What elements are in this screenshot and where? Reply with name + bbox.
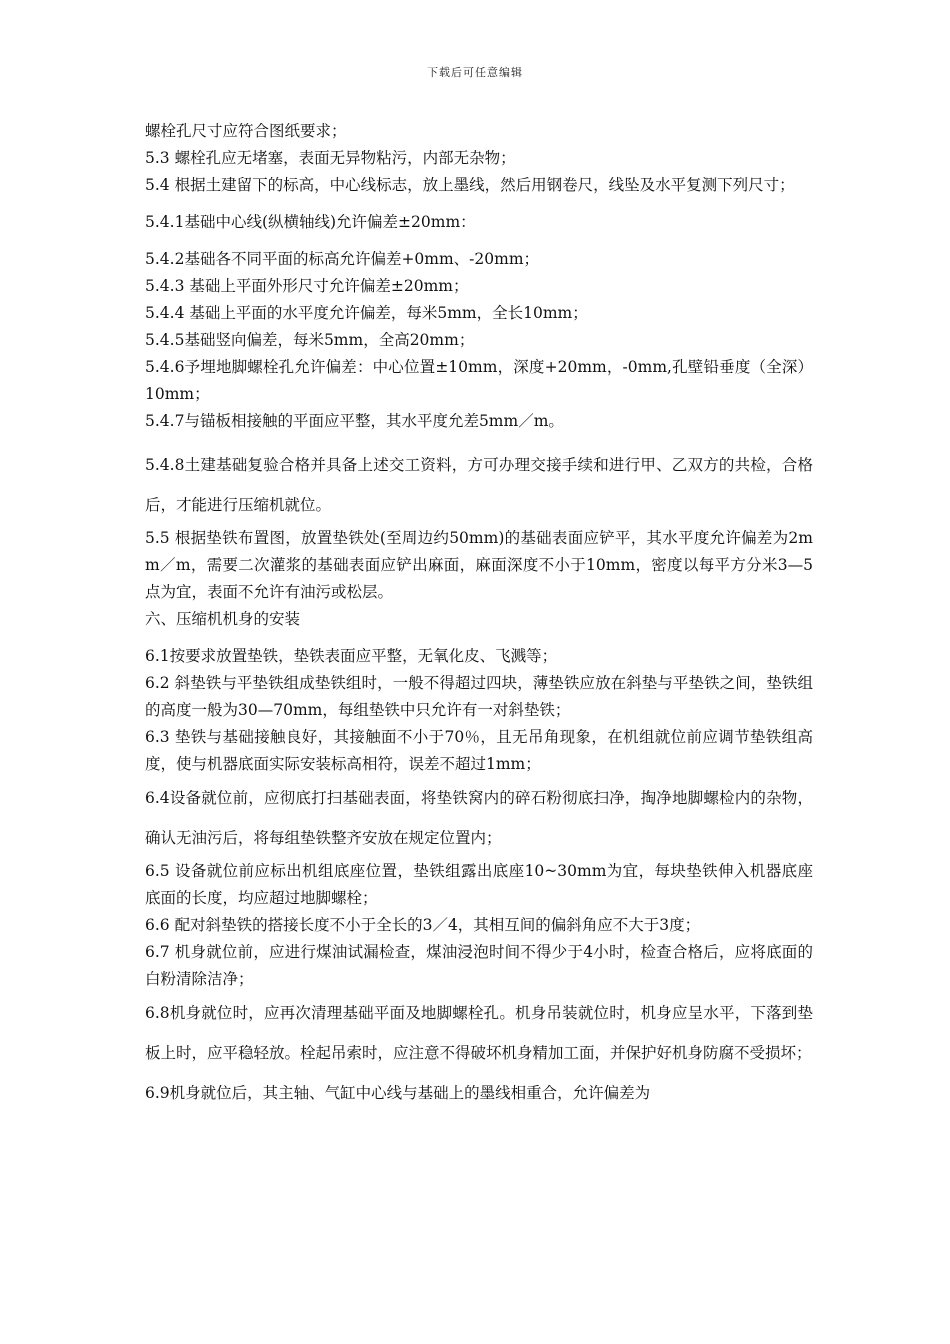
paragraph-6-2: 6.2 斜垫铁与平垫铁组成垫铁组时，一般不得超过四块，薄垫铁应放在斜垫与平垫铁之间，垫铁组的高度一般为30—70mm，每组垫铁中只允许有一对斜垫铁； — [145, 674, 813, 719]
section-heading-6: 六、压缩机机身的安装 — [145, 610, 301, 628]
paragraph-5-4-3: 5.4.3 基础上平面外形尺寸允许偏差±20mm； — [145, 277, 469, 295]
page-header: 下载后可任意编辑 — [427, 66, 523, 79]
paragraph-5-5: 5.5 根据垫铁布置图，放置垫铁处(至周边约50mm)的基础表面应铲平，其水平度允许偏差为2mm／m，需要二次灌浆的基础表面应铲出麻面，麻面深度不小于10mm，密度以每平方分米3—5点为宜，表面不允许有油污或松层。 — [145, 529, 813, 601]
paragraph-6-1: 6.1按要求放置垫铁，垫铁表面应平整，无氧化皮、飞溅等； — [145, 647, 558, 665]
paragraph-5-4-6: 5.4.6予埋地脚螺栓孔允许偏差：中心位置±10mm，深度+20mm，-0mm,孔壁铅垂度（全深）10mm； — [145, 358, 813, 403]
paragraph-6-5: 6.5 设备就位前应标出机组底座位置，垫铁组露出底座10~30mm为宜，每块垫铁伸入机器底座底面的长度，均应超过地脚螺栓； — [145, 862, 813, 907]
paragraph-bolt-hole-size: 螺栓孔尺寸应符合图纸要求； — [145, 122, 347, 140]
paragraph-6-8: 6.8机身就位时，应再次清理基础平面及地脚螺栓孔。机身吊装就位时，机身应呈水平，下落到垫板上时，应平稳轻放。栓起吊索时，应注意不得破坏机身精加工面，并保护好机身防腐不受损坏； — [145, 1004, 813, 1062]
paragraph-5-4: 5.4 根据土建留下的标高，中心线标志，放上墨线，然后用钢卷尺，线坠及水平复测下列尺寸； — [145, 176, 795, 194]
paragraph-5-4-8: 5.4.8土建基础复验合格并具备上述交工资料，方可办理交接手续和进行甲、乙双方的共检，合格后，才能进行压缩机就位。 — [145, 456, 813, 514]
paragraph-5-4-7: 5.4.7与锚板相接触的平面应平整，其水平度允差5mm／m。 — [145, 412, 564, 430]
paragraph-5-4-5: 5.4.5基础竖向偏差，每米5mm，全高20mm； — [145, 331, 475, 349]
paragraph-6-4: 6.4设备就位前，应彻底打扫基础表面，将垫铁窝内的碎石粉彻底扫净，掏净地脚螺检内的杂物，确认无油污后，将每组垫铁整齐安放在规定位置内； — [145, 789, 813, 847]
paragraph-5-3: 5.3 螺栓孔应无堵塞，表面无异物粘污，内部无杂物； — [145, 149, 516, 167]
paragraph-6-3: 6.3 垫铁与基础接触良好，其接触面不小于70％，且无吊角现象，在机组就位前应调节垫铁组高度，使与机器底面实际安装标高相符，误差不超过1mm； — [145, 728, 813, 773]
paragraph-6-7: 6.7 机身就位前，应进行煤油试漏检查，煤油浸泡时间不得少于4小时，检查合格后，应将底面的白粉清除洁净； — [145, 943, 813, 988]
paragraph-5-4-4: 5.4.4 基础上平面的水平度允许偏差，每米5mm，全长10mm； — [145, 304, 588, 322]
paragraph-6-9: 6.9机身就位后，其主轴、气缸中心线与基础上的墨线相重合，允许偏差为 — [145, 1084, 651, 1102]
document-body — [145, 118, 813, 1113]
paragraph-5-4-2: 5.4.2基础各不同平面的标高允许偏差+0mm、-20mm； — [145, 250, 540, 268]
paragraph-6-6: 6.6 配对斜垫铁的搭接长度不小于全长的3／4，其相互间的偏斜角应不大于3度； — [145, 916, 701, 934]
paragraph-5-4-1: 5.4.1基础中心线(纵横轴线)允许偏差±20mm： — [145, 213, 476, 231]
